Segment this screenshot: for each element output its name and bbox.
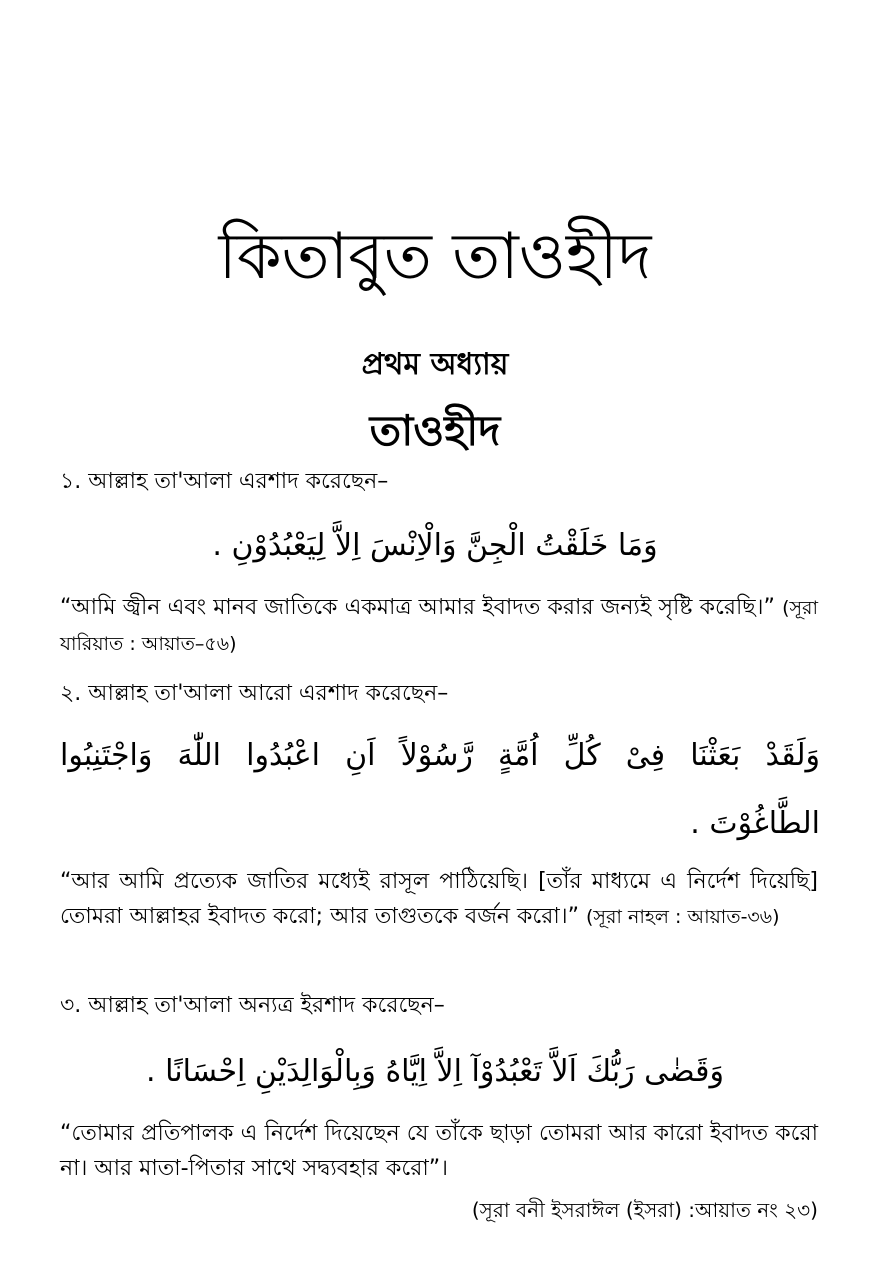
item-2-reference: (সূরা নাহল : আয়াত-৩৬) [586,906,780,928]
item-2-arabic-verse-line2: الطَّاغُوْتَ . [690,806,820,841]
item-2-quote: “আর আমি প্রত্যেক জাতির মধ্যেই রাসূল পাঠিয়েছি। [তাঁর মাধ্যমে এ নির্দেশ দিয়েছি] তোমরা আল্লাহর ইবাদত করো; আর তাগুতকে বর্জন করো।” [60,869,818,929]
item-3-arabic-verse: وَقَضٰى رَبُّكَ اَلاَّ تَعْبُدُوْآ اِلاَّ اِيَّاهُ وَبِالْوَالِدَيْنِ اِحْسَانًا . [146,1054,724,1089]
item-1-heading: ১. আল্লাহ তা'আলা এরশাদ করেছেন– [60,469,389,494]
item-1-arabic-verse: وَمَا خَلَقْتُ الْجِنَّ وَالْاِنْسَ اِلاَّ لِيَعْبُدُوْنِ . [212,528,658,563]
item-2-arabic-verse: وَلَقَدْ بَعَثْنَا فِىْ كُلِّ اُمَّةٍ رَّسُوْلاً اَنِ اعْبُدُوا اللّٰهَ وَاجْتَنِبُوا [60,738,820,773]
item-3-quote: “তোমার প্রতিপালক এ নির্দেশ দিয়েছেন যে তাঁকে ছাড়া তোমরা আর কারো ইবাদত করো না। আর মাতা-পিতার সাথে সদ্ব্যবহার করো”। [60,1121,818,1181]
item-2-translation [60,864,818,935]
book-title: কিতাবুত তাওহীদ [218,220,652,294]
item-1-translation [60,590,818,662]
item-1-quote: “আমি জ্বীন এবং মানব জাতিকে একমাত্র আমার ইবাদত করার জন্যই সৃষ্টি করেছি।” [60,595,775,620]
item-3-heading: ৩. আল্লাহ তা'আলা অন্যত্র ইরশাদ করেছেন– [60,993,445,1018]
chapter-heading: প্রথম অধ্যায় [361,347,509,382]
item-2-heading: ২. আল্লাহ তা'আলা আরো এরশাদ করেছেন– [60,681,449,706]
item-1-reference: (সূরা যারিয়াত : আয়াত–৫৬) [60,597,818,655]
item-3-reference: (সূরা বনী ইসরাঈল (ইসরা) :আয়াত নং ২৩) [471,1198,818,1222]
section-heading: তাওহীদ [369,406,501,455]
